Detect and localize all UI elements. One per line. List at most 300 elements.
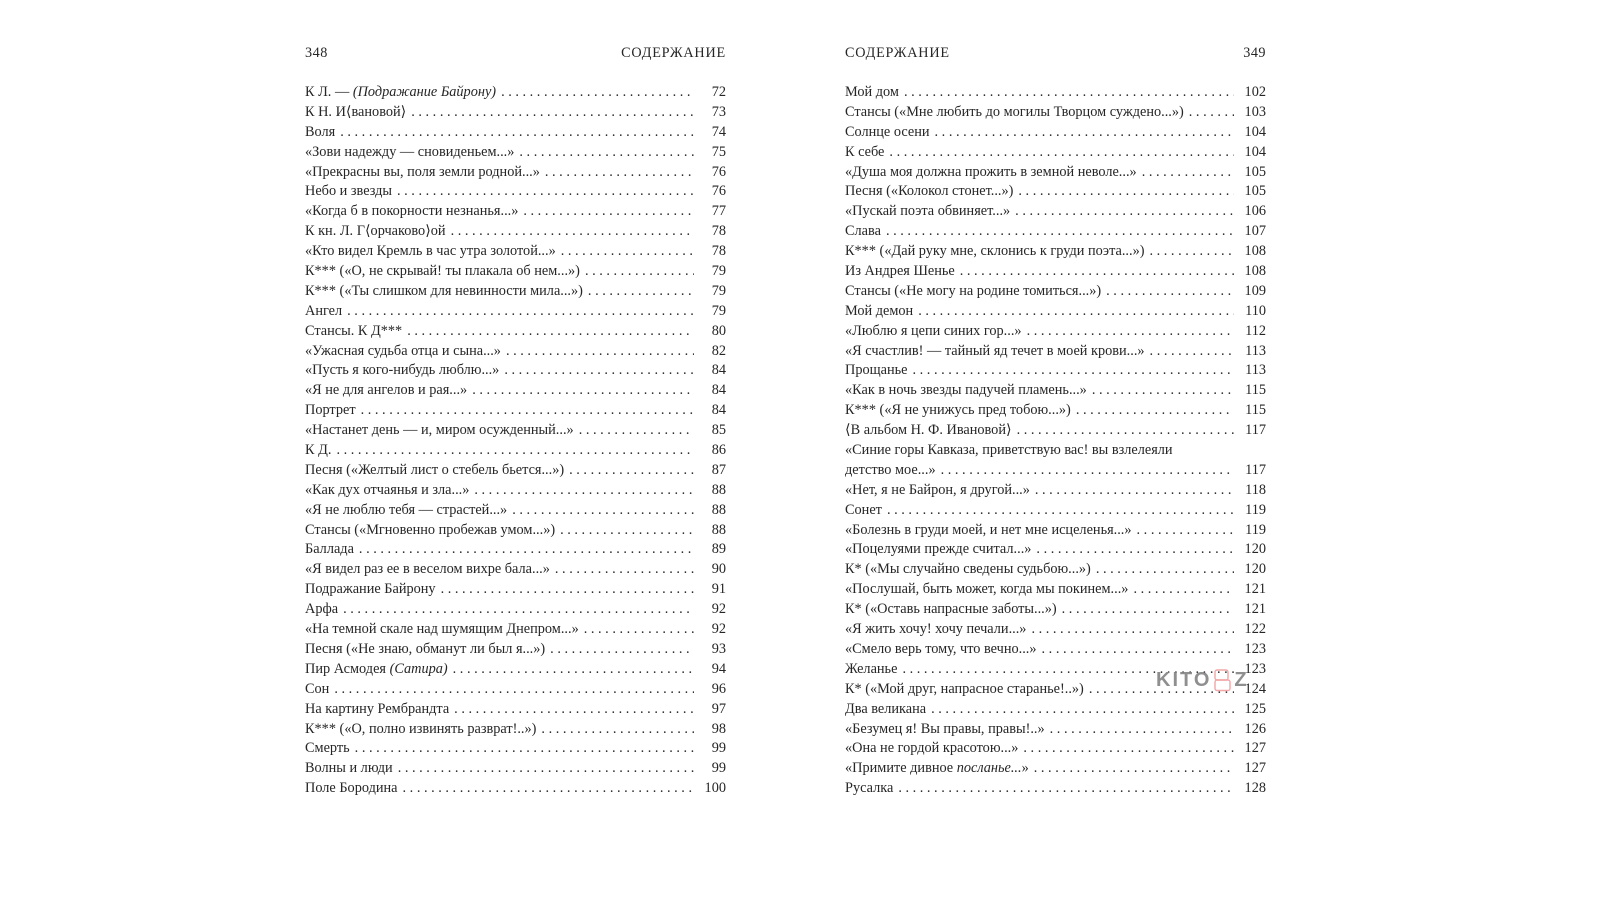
toc-row: [305, 680, 726, 700]
toc-title-text: «Настанет день — и, миром осужденный...»: [305, 422, 574, 439]
toc-title-text: К себе: [845, 143, 885, 160]
toc-title-text: Сон: [305, 680, 330, 697]
dot-leader: [393, 759, 694, 779]
toc-row: [845, 640, 1266, 660]
toc-entry-title: [305, 560, 550, 580]
toc-entry-title: [305, 342, 501, 362]
running-title-left: СОДЕРЖАНИЕ: [621, 45, 726, 61]
toc-title-text: «Пусть я кого-нибудь люблю...»: [305, 362, 500, 379]
toc-entry-title: [845, 600, 1057, 620]
page-right-header: [845, 45, 1266, 65]
toc-entry-title: [305, 739, 350, 759]
toc-title-text: К кн. Л. Г⟨орчаково⟩ой: [305, 223, 446, 240]
toc-row: [845, 282, 1266, 302]
dot-leader: [406, 103, 694, 123]
toc-entry-title: [845, 560, 1091, 580]
dot-leader: [955, 262, 1234, 282]
toc-row: [305, 123, 726, 143]
toc-entry-title: [845, 481, 1030, 501]
toc-row: [845, 501, 1266, 521]
toc-title-text: Сонет: [845, 501, 882, 518]
toc-title-text: «Кто видел Кремль в час утра золотой...»: [305, 243, 556, 260]
dot-leader: [499, 361, 694, 381]
toc-row: [845, 521, 1266, 541]
toc-title-text: «Я счастлив! — тайный яд течет в моей крови...»: [845, 342, 1145, 359]
toc-entry-page: 113: [1245, 362, 1266, 379]
toc-entry-page: 72: [711, 84, 726, 100]
toc-title-text: Мой демон: [845, 302, 914, 319]
toc-entry-title: [305, 580, 436, 600]
toc-entry-page: 108: [1244, 243, 1266, 260]
toc-entry-page: 97: [711, 700, 726, 717]
toc-entry-page: 96: [711, 680, 726, 697]
toc-entry-title: детство мое...»: [845, 461, 936, 478]
toc-entry-page: 91: [711, 581, 726, 598]
toc-row: [305, 560, 726, 580]
toc-row: [845, 441, 1266, 461]
dot-leader: [936, 461, 1234, 481]
toc-title-text: «Когда б в покорности незнанья...»: [305, 203, 519, 220]
dot-leader: [1144, 242, 1234, 262]
toc-title-text: Стансы («Мне любить до могилы Творцом суждено...»): [845, 103, 1184, 120]
dot-leader: [402, 322, 694, 342]
dot-leader: [1018, 739, 1234, 759]
toc-entry-title: [305, 600, 338, 620]
toc-entry-page: 76: [711, 183, 726, 200]
dot-leader: [1084, 680, 1234, 700]
toc-row: [305, 600, 726, 620]
toc-entry-page: 84: [711, 402, 726, 419]
toc-entry-page: 90: [711, 561, 726, 578]
toc-entry-title: [845, 202, 1010, 222]
toc-entry-title: [305, 620, 579, 640]
dot-leader: [449, 700, 694, 720]
toc-row: [305, 143, 726, 163]
toc-entry-title: [305, 381, 467, 401]
toc-entry-page: 123: [1244, 660, 1266, 677]
toc-entry-title: [845, 779, 893, 799]
toc-title-text: Волны и люди: [305, 760, 393, 777]
toc-row: [845, 163, 1266, 183]
toc-title-text: «Как дух отчаянья и зла...»: [305, 481, 470, 498]
toc-row: [305, 461, 726, 481]
toc-entry-title: [305, 660, 448, 680]
toc-left: [305, 83, 726, 799]
toc-entry-page: 88: [711, 521, 726, 538]
toc-entry-page: 124: [1244, 680, 1266, 697]
toc-row: [845, 660, 1266, 680]
dot-leader: [356, 401, 694, 421]
toc-entry-page: 126: [1244, 720, 1266, 737]
toc-title-text: К Н. И⟨вановой⟩: [305, 103, 407, 120]
toc-row: [305, 222, 726, 242]
dot-leader: [536, 720, 694, 740]
toc-entry-title: [305, 700, 449, 720]
page-right: [845, 45, 1266, 799]
toc-entry-title: [845, 302, 913, 322]
toc-title-text: «Я не люблю тебя — страстей...»: [305, 501, 508, 518]
toc-entry-page: 119: [1245, 501, 1266, 518]
dot-leader: [335, 123, 694, 143]
toc-row: [305, 242, 726, 262]
dot-leader: [884, 143, 1234, 163]
toc-title-text: «Пускай поэта обвиняет...»: [845, 203, 1011, 220]
toc-entry-page: 93: [711, 640, 726, 657]
toc-entry-title: [845, 361, 908, 381]
toc-title-text: На картину Рембрандта: [305, 700, 450, 717]
toc-title-text: Песня («Желтый лист о стебель бьется...»): [305, 461, 565, 478]
dot-leader: [1045, 720, 1234, 740]
toc-row: [845, 421, 1266, 441]
toc-entry-page: 120: [1244, 561, 1266, 578]
toc-title-text: К*** («О, не скрывай! ты плакала об нем...»): [305, 263, 580, 280]
toc-title-text: Баллада: [305, 541, 354, 558]
dot-leader: [338, 600, 694, 620]
toc-row: [305, 779, 726, 799]
toc-entry-page: 119: [1245, 521, 1266, 538]
dot-leader: [392, 182, 694, 202]
dot-leader: [545, 640, 694, 660]
toc-title-text: Стансы («Не могу на родине томиться...»): [845, 282, 1102, 299]
toc-entry-page: 128: [1244, 780, 1266, 797]
toc-entry-title: [305, 302, 342, 322]
toc-row: [845, 83, 1266, 103]
toc-entry-title: [845, 759, 1029, 779]
dot-leader: [1010, 202, 1234, 222]
page-left-header: [305, 45, 726, 65]
toc-row: [845, 202, 1266, 222]
toc-entry-page: 88: [711, 481, 726, 498]
toc-entry-page: 105: [1244, 163, 1266, 180]
toc-entry-title: [845, 103, 1184, 123]
toc-entry-page: 99: [711, 740, 726, 757]
dot-leader: [354, 540, 694, 560]
toc-row: [305, 540, 726, 560]
toc-entry-title: [305, 481, 469, 501]
toc-entry-title: [305, 242, 556, 262]
toc-row: [845, 381, 1266, 401]
toc-row: [305, 660, 726, 680]
dot-leader: [1022, 322, 1234, 342]
dot-leader: [1026, 620, 1234, 640]
dot-leader: [518, 202, 694, 222]
toc-entry-title: [305, 123, 335, 143]
toc-title-text: Небо и звезды: [305, 183, 392, 200]
toc-entry-title: [845, 720, 1045, 740]
toc-row: [305, 342, 726, 362]
toc-entry-page: 106: [1244, 203, 1266, 220]
toc-entry-page: 117: [1245, 422, 1266, 439]
toc-entry-title: [305, 540, 354, 560]
toc-entry-title: [305, 202, 518, 222]
toc-title-text: Два великана: [845, 700, 927, 717]
toc-entry-title: [305, 680, 329, 700]
toc-entry-page: 73: [711, 103, 726, 120]
dot-leader: [448, 660, 694, 680]
toc-title-text: Подражание Байрону: [305, 581, 436, 598]
toc-entry-page: 77: [711, 203, 726, 220]
toc-entry-title: [845, 123, 930, 143]
dot-leader: [540, 163, 694, 183]
toc-entry-title: [845, 401, 1071, 421]
dot-leader: [496, 83, 694, 103]
toc-title-text: Прощанье: [845, 362, 908, 379]
dot-leader: [908, 361, 1235, 381]
dot-leader: [1137, 163, 1234, 183]
toc-entry-title: [845, 700, 926, 720]
toc-entry-title: [305, 720, 536, 740]
toc-title-text: К Л. —: [305, 84, 353, 100]
dot-leader: [507, 501, 694, 521]
dot-leader: [882, 501, 1234, 521]
toc-title-text: К* («Мой друг, напрасное старанье!..»): [845, 680, 1084, 697]
toc-entry-page: 115: [1245, 402, 1266, 419]
toc-entry-page: 104: [1244, 123, 1266, 140]
dot-leader: [550, 560, 694, 580]
toc-entry-page: 79: [711, 263, 726, 280]
toc-entry-page: 80: [711, 322, 726, 339]
toc-title-text: «Я жить хочу! хочу печали...»: [845, 621, 1027, 638]
dot-leader: [899, 83, 1234, 103]
toc-entry-page: 99: [711, 760, 726, 777]
toc-title-text: Пир Асмодея: [305, 660, 390, 677]
toc-entry-title: [845, 342, 1145, 362]
toc-entry-page: 118: [1245, 481, 1266, 498]
toc-title-text: Солнце осени: [845, 123, 930, 140]
toc-entry-page: 122: [1244, 621, 1266, 638]
toc-entry-page: 85: [711, 422, 726, 439]
toc-entry-page: 92: [711, 601, 726, 618]
toc-entry-title: [305, 640, 545, 660]
toc-entry-title: [845, 262, 955, 282]
dot-leader: [1091, 560, 1234, 580]
toc-title-text: «Прекрасны вы, поля земли родной...»: [305, 163, 540, 180]
toc-row: [845, 481, 1266, 501]
toc-row: [845, 600, 1266, 620]
toc-title-italic: (Сатира): [389, 660, 448, 677]
toc-title-text: К* («Мы случайно сведены судьбою...»): [845, 561, 1091, 578]
dot-leader: [930, 123, 1234, 143]
toc-entry-title: [305, 222, 446, 242]
toc-entry-title: [305, 521, 555, 541]
toc-title-text: Арфа: [305, 601, 339, 618]
toc-title-text: К*** («Я не унижусь пред тобою...»): [845, 402, 1071, 419]
toc-entry-title: [845, 163, 1137, 183]
toc-entry-title: [845, 680, 1084, 700]
toc-row: [305, 739, 726, 759]
toc-title-text: К*** («О, полно извинять разврат!..»): [305, 720, 537, 737]
toc-entry-page: 123: [1244, 640, 1266, 657]
toc-entry-title: [845, 441, 1173, 461]
toc-row: [845, 342, 1266, 362]
toc-row: [845, 123, 1266, 143]
toc-title-text: Стансы. К Д***: [305, 322, 403, 339]
toc-entry-page: 84: [711, 382, 726, 399]
toc-entry-page: 127: [1244, 760, 1266, 777]
toc-title-text: «Душа моя должна прожить в земной неволе...»: [845, 163, 1137, 180]
toc-entry-page: 84: [711, 362, 726, 379]
dot-leader: [893, 779, 1234, 799]
toc-entry-page: 92: [711, 621, 726, 638]
dot-leader: [1128, 580, 1234, 600]
toc-entry-page: 88: [711, 501, 726, 518]
toc-entry-title: [305, 779, 398, 799]
toc-entry-page: 103: [1244, 103, 1266, 120]
toc-entry-page: 89: [711, 541, 726, 558]
dot-leader: [436, 580, 694, 600]
toc-entry-page: 109: [1244, 282, 1266, 299]
toc-entry-page: 79: [711, 302, 726, 319]
toc-row: [845, 262, 1266, 282]
dot-leader: [926, 700, 1234, 720]
toc-title-text: «Я не для ангелов и рая...»: [305, 382, 468, 399]
toc-title-text: Поле Бородина: [305, 780, 398, 797]
toc-title-italic: посланье...: [956, 760, 1022, 777]
toc-row: [845, 540, 1266, 560]
folio-left: 348: [305, 45, 328, 61]
watermark-text-right: Z: [1234, 669, 1249, 691]
toc-title-text: «Зови надежду — сновиденьем...»: [305, 143, 515, 160]
toc-title-text: «Ужасная судьба отца и сына...»: [305, 342, 501, 359]
toc-title-text: «Она не гордой красотою...»: [845, 740, 1019, 757]
dot-leader: [1184, 103, 1234, 123]
toc-entry-title: [305, 361, 499, 381]
watermark-text-left: KITO: [1156, 669, 1212, 691]
dot-leader: [1037, 640, 1234, 660]
toc-row: [845, 302, 1266, 322]
toc-title-text: «Поцелуями прежде считал...»: [845, 541, 1032, 558]
toc-entry-title: [305, 461, 564, 481]
toc-row: [845, 700, 1266, 720]
toc-row: [305, 441, 726, 461]
toc-entry-page: 104: [1244, 143, 1266, 160]
toc-entry-title: [845, 83, 899, 103]
toc-entry-title: [845, 242, 1144, 262]
toc-title-text: Желанье: [845, 660, 898, 677]
toc-row: [845, 560, 1266, 580]
dot-leader: [556, 242, 694, 262]
toc-title-text: Русалка: [845, 780, 894, 797]
toc-entry-page: 112: [1245, 322, 1266, 339]
toc-row: [305, 640, 726, 660]
toc-row: [305, 163, 726, 183]
toc-row: [845, 759, 1266, 779]
toc-row: [305, 302, 726, 322]
toc-entry-title: [845, 521, 1132, 541]
toc-title-text: К*** («Ты слишком для невинности мила...»): [305, 282, 583, 299]
dot-leader: [1013, 182, 1234, 202]
toc-entry-title: [305, 421, 574, 441]
toc-row: [305, 103, 726, 123]
toc-entry-title: [845, 222, 881, 242]
toc-title-text: «Нет, я не Байрон, я другой...»: [845, 481, 1030, 498]
toc-entry-title: [845, 182, 1013, 202]
toc-entry-title: [305, 182, 392, 202]
toc-title-text: «Болезнь в груди моей, и нет мне исцеленья...»: [845, 521, 1132, 538]
dot-leader: [1087, 381, 1234, 401]
toc-row: [305, 580, 726, 600]
toc-title-text: Песня («Колокол стонет...»): [845, 183, 1014, 200]
toc-row: [845, 222, 1266, 242]
toc-row: [845, 680, 1266, 700]
toc-entry-page: 78: [711, 243, 726, 260]
toc-entry-title: [305, 103, 406, 123]
toc-title-text: «Послушай, быть может, когда мы покинем...»: [845, 581, 1129, 598]
toc-title-text: «Примите дивное: [845, 760, 957, 777]
toc-row: [305, 481, 726, 501]
toc-entry-page: 98: [711, 720, 726, 737]
toc-title-text: Смерть: [305, 740, 350, 757]
toc-title-text: «Смело верь тому, что вечно...»: [845, 640, 1037, 657]
toc-entry-page: 74: [711, 123, 726, 140]
toc-row: [845, 182, 1266, 202]
toc-title-text: «Люблю я цепи синих гор...»: [845, 322, 1022, 339]
toc-entry-title: [305, 401, 356, 421]
toc-row: [305, 421, 726, 441]
toc-row: [305, 759, 726, 779]
toc-title-text: «На темной скале над шумящим Днепром...»: [305, 621, 579, 638]
toc-row: [845, 739, 1266, 759]
toc-entry-page: 105: [1244, 183, 1266, 200]
toc-entry-title: [305, 282, 583, 302]
toc-entry-page: 121: [1244, 601, 1266, 618]
dot-leader: [469, 481, 694, 501]
toc-entry-page: 82: [711, 342, 726, 359]
dot-leader: [501, 342, 694, 362]
toc-entry-title: [845, 660, 897, 680]
dot-leader: [564, 461, 694, 481]
toc-row: [845, 361, 1266, 381]
toc-entry-page: 117: [1245, 461, 1266, 478]
toc-entry-page: 107: [1244, 223, 1266, 240]
toc-entry-page: 87: [711, 461, 726, 478]
toc-entry-page: 115: [1245, 382, 1266, 399]
toc-entry-title: [845, 739, 1018, 759]
toc-entry-title: [845, 322, 1022, 342]
toc-entry-title: [845, 143, 884, 163]
toc-entry-title: [305, 143, 514, 163]
toc-row: [305, 202, 726, 222]
toc-entry-page: 121: [1244, 581, 1266, 598]
toc-title-text: К*** («Дай руку мне, склонись к груди поэта...»): [845, 243, 1145, 260]
dot-leader: [1030, 481, 1234, 501]
toc-entry-title: [845, 540, 1031, 560]
toc-entry-title: [305, 322, 402, 342]
dot-leader: [1132, 521, 1234, 541]
toc-title-text: Стансы («Мгновенно пробежав умом...»): [305, 521, 556, 538]
toc-entry-title: [305, 759, 393, 779]
dot-leader: [446, 222, 694, 242]
toc-row: [845, 103, 1266, 123]
toc-entry-title: [305, 163, 540, 183]
dot-leader: [580, 262, 694, 282]
toc-entry-page: 78: [711, 223, 726, 240]
toc-entry-title: [305, 262, 580, 282]
toc-entry-title: [845, 381, 1087, 401]
toc-title-text: Из Андрея Шенье: [845, 263, 955, 280]
toc-row: [305, 182, 726, 202]
toc-title-text: »: [1021, 760, 1029, 777]
dot-leader: [1145, 342, 1234, 362]
dot-leader: [1012, 421, 1234, 441]
toc-row: [845, 720, 1266, 740]
dot-leader: [467, 381, 694, 401]
toc-title-text: К* («Оставь напрасные заботы...»): [845, 601, 1057, 618]
dot-leader: [555, 521, 694, 541]
toc-right: [845, 83, 1266, 799]
dot-leader: [398, 779, 694, 799]
toc-entry-page: 120: [1244, 541, 1266, 558]
